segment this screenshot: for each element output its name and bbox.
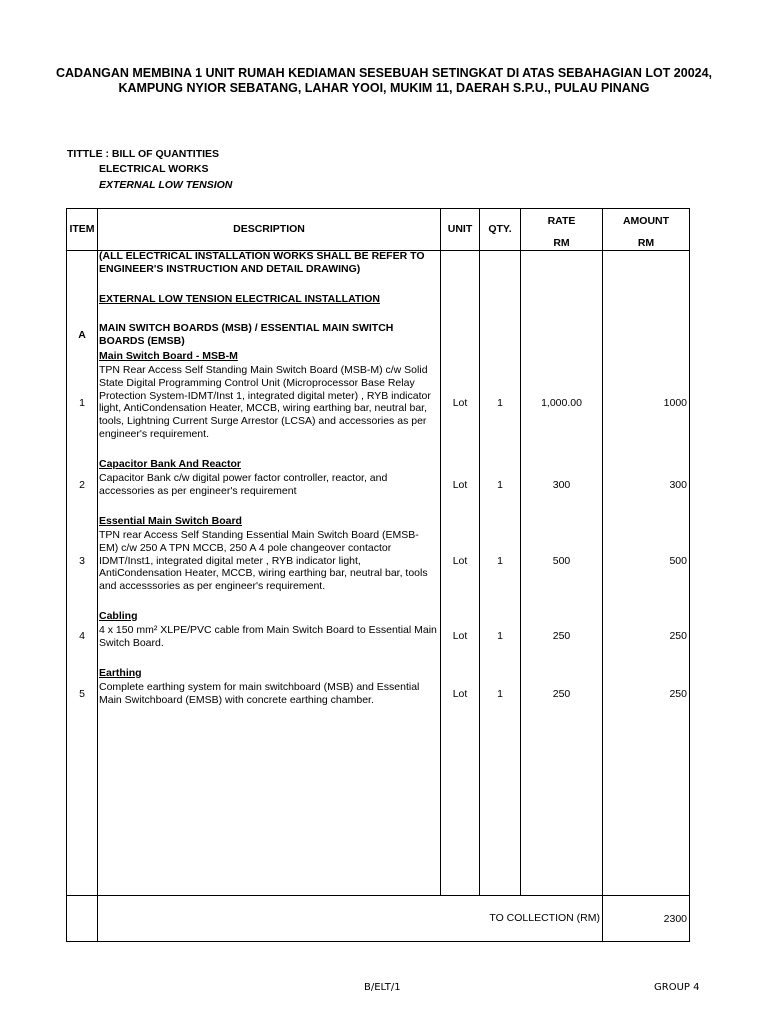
row-item: 1: [79, 397, 85, 409]
row-unit: Lot: [452, 479, 468, 491]
border-right: [689, 208, 690, 942]
header-unit: UNIT: [447, 223, 473, 235]
row-item: 4: [79, 630, 85, 642]
border-left: [66, 208, 67, 942]
row-amount: 1000: [663, 397, 687, 409]
header-amount: AMOUNT: [622, 215, 670, 227]
row-item: 5: [79, 688, 85, 700]
table-top-border: [66, 208, 690, 209]
row-qty: 1: [497, 630, 503, 642]
tittle-line: TITTLE : BILL OF QUANTITIES: [67, 148, 220, 160]
divider-item-desc: [97, 208, 98, 942]
row-heading: Earthing: [99, 667, 142, 679]
row-description: 4 x 150 mm² XLPE/PVC cable from Main Switch Board to Essential Main Switch Board.: [99, 624, 437, 649]
row-qty: 1: [497, 479, 503, 491]
collection-total: 2300: [663, 913, 687, 925]
page-reference: B/ELT/1: [364, 982, 401, 993]
row-unit: Lot: [452, 630, 468, 642]
row-item: 2: [79, 479, 85, 491]
table-bottom-border: [66, 941, 690, 942]
installation-note: (ALL ELECTRICAL INSTALLATION WORKS SHALL BE REFER TO ENGINEER'S INSTRUCTION AND DETAIL DRAWING): [99, 250, 425, 275]
header-rate: RATE: [547, 215, 576, 227]
row-amount: 250: [669, 630, 687, 642]
row-heading: Main Switch Board - MSB-M: [99, 350, 238, 362]
header-description: DESCRIPTION: [233, 223, 305, 235]
row-description: TPN Rear Access Self Standing Main Switch Board (MSB-M) c/w Solid State Digital Programming Control Unit (Microprocessor Base Relay Protection System-IDMT/Inst 1, integrated digital meter) , RYB indicator light, AntiCondensation Heater, MCCB, wiring earthing bar, neutral bar, tools, Lightning Current Surge Arrestor (LCSA) and accessories as per engineer's requirement.: [99, 364, 431, 440]
row-heading: Essential Main Switch Board: [99, 515, 242, 527]
row-unit: Lot: [452, 555, 468, 567]
divider-qty-rate: [520, 208, 521, 896]
divider-desc-unit: [440, 208, 441, 896]
row-rate: 300: [552, 479, 571, 491]
section-label: A: [78, 329, 86, 341]
divider-rate-amount: [602, 208, 603, 942]
row-rate: 500: [552, 555, 571, 567]
row-description: Complete earthing system for main switchboard (MSB) and Essential Main Switchboard (EMSB) with concrete earthing chamber.: [99, 681, 420, 706]
header-rate-unit: RM: [553, 237, 570, 249]
header-amount-unit: RM: [637, 237, 655, 249]
row-rate: 250: [552, 688, 571, 700]
row-item: 3: [79, 555, 85, 567]
row-description: TPN rear Access Self Standing Essential Main Switch Board (EMSB-EM) c/w 250 A TPN MCCB, 250 A 4 pole changeover contactor IDMT/Inst1, integrated digital meter , RYB indicator light, AntiCondensation Heater, MCCB, wiring earthing bar, neutral bar, tools and accesssories as per engineer's requirement.: [99, 529, 428, 593]
row-unit: Lot: [452, 397, 468, 409]
row-qty: 1: [497, 397, 503, 409]
header-qty: QTY.: [488, 223, 512, 235]
collection-label: TO COLLECTION (RM): [489, 912, 600, 924]
header-item: ITEM: [69, 223, 95, 235]
row-qty: 1: [497, 555, 503, 567]
row-amount: 500: [669, 555, 687, 567]
body-bottom-border: [66, 895, 690, 896]
row-rate: 1,000.00: [541, 397, 582, 409]
document-title: CADANGAN MEMBINA 1 UNIT RUMAH KEDIAMAN SESEBUAH SETINGKAT DI ATAS SEBAHAGIAN LOT 20024, KAMPUNG NYIOR SEBATANG, LAHAR YOOI, MUKIM 11, DAERAH S.P.U., PULAU PINANG: [55, 66, 713, 95]
divider-unit-qty: [479, 208, 480, 896]
row-amount: 250: [669, 688, 687, 700]
row-heading: Cabling: [99, 610, 138, 622]
row-qty: 1: [497, 688, 503, 700]
row-rate: 250: [552, 630, 571, 642]
row-heading: Capacitor Bank And Reactor: [99, 458, 241, 470]
row-unit: Lot: [452, 688, 468, 700]
section-heading: EXTERNAL LOW TENSION ELECTRICAL INSTALLATION: [99, 293, 380, 305]
subtitle-external-low-tension: EXTERNAL LOW TENSION: [99, 179, 233, 191]
row-amount: 300: [669, 479, 687, 491]
group-label: GROUP 4: [654, 982, 700, 993]
section-title: MAIN SWITCH BOARDS (MSB) / ESSENTIAL MAIN SWITCH BOARDS (EMSB): [99, 322, 394, 347]
row-description: Capacitor Bank c/w digital power factor controller, reactor, and accessories as per engineer's requirement: [99, 472, 388, 497]
subtitle-electrical-works: ELECTRICAL WORKS: [99, 163, 209, 175]
